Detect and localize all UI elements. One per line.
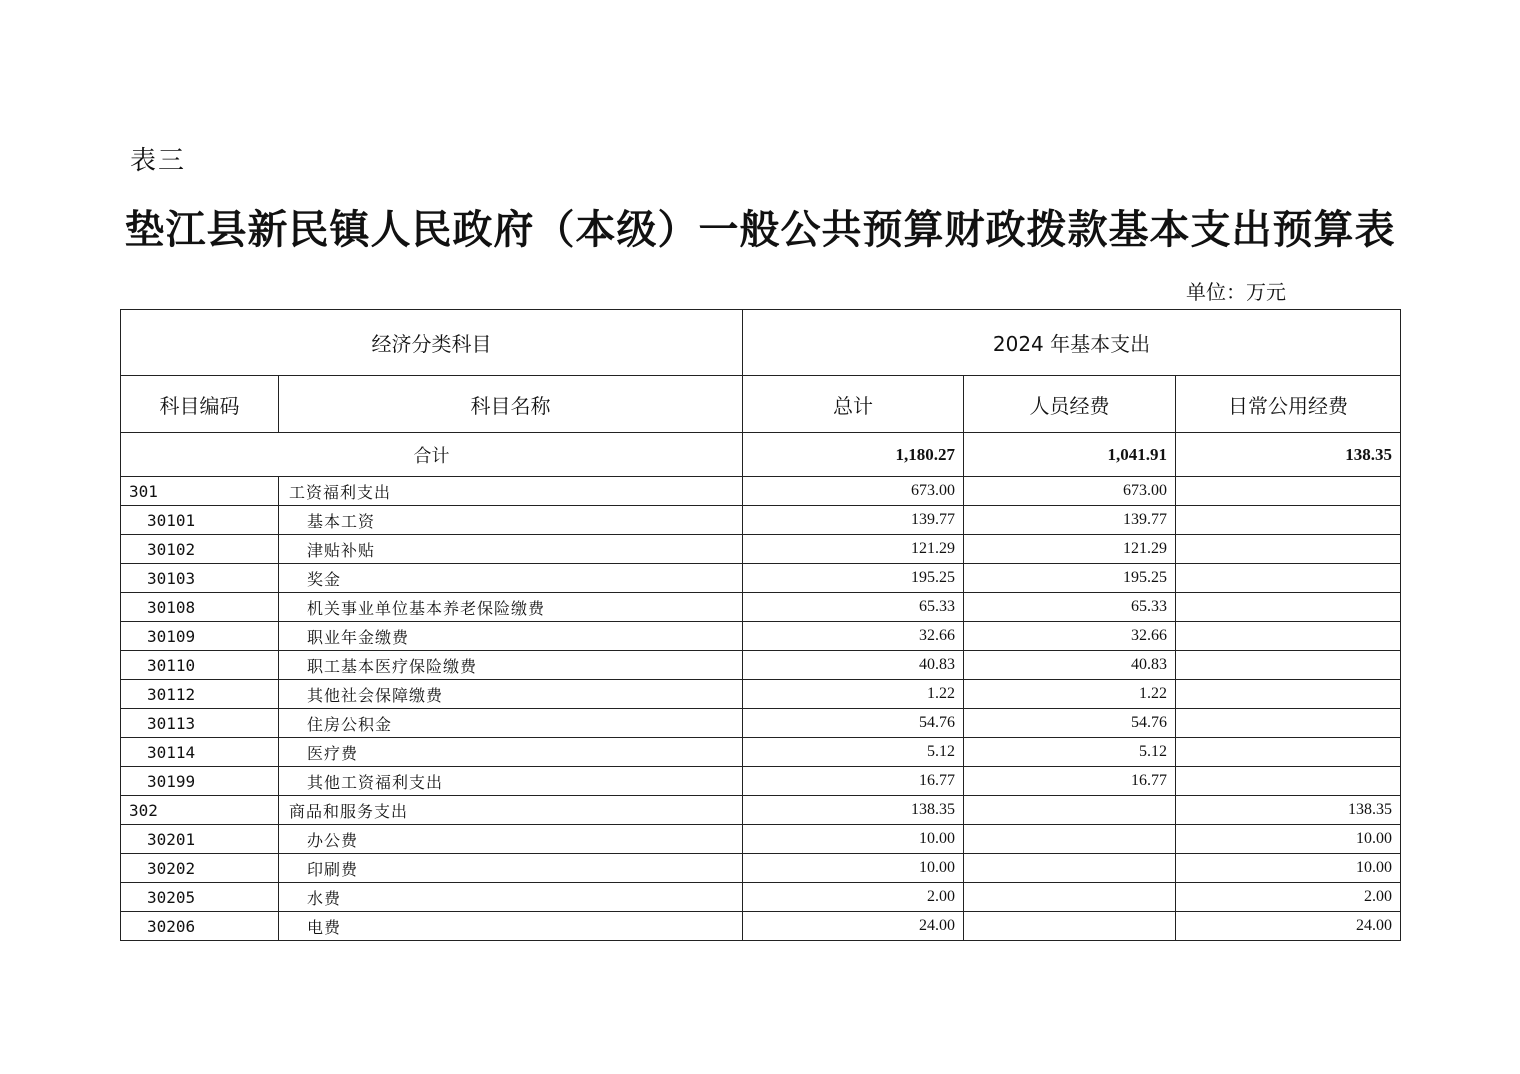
row-total: 24.00 [743,912,964,941]
row-code: 30205 [121,883,279,912]
row-total: 121.29 [743,535,964,564]
row-public [1176,564,1401,593]
row-name: 住房公积金 [279,709,743,738]
total-label: 合计 [121,433,743,477]
row-personnel: 54.76 [964,709,1176,738]
header-basic-expenditure: 2024 年基本支出 [743,310,1401,376]
page-title: 垫江县新民镇人民政府（本级）一般公共预算财政拨款基本支出预算表 [124,206,1396,253]
row-public [1176,506,1401,535]
row-personnel [964,883,1176,912]
row-name: 津贴补贴 [279,535,743,564]
row-name: 奖金 [279,564,743,593]
row-name: 印刷费 [279,854,743,883]
row-personnel: 673.00 [964,477,1176,506]
table-row [121,883,1401,912]
row-total: 10.00 [743,854,964,883]
row-public [1176,535,1401,564]
row-name: 职业年金缴费 [279,622,743,651]
row-name: 医疗费 [279,738,743,767]
row-code: 30103 [121,564,279,593]
row-public: 138.35 [1176,796,1401,825]
header-row-group [121,310,1401,376]
row-total: 32.66 [743,622,964,651]
table-row [121,767,1401,796]
table-row [121,709,1401,738]
row-code: 301 [121,477,279,506]
row-name: 电费 [279,912,743,941]
row-public [1176,477,1401,506]
row-code: 30110 [121,651,279,680]
total-row [121,433,1401,477]
budget-table [120,309,1401,941]
row-name: 水费 [279,883,743,912]
row-personnel: 1.22 [964,680,1176,709]
row-public [1176,738,1401,767]
row-name: 工资福利支出 [279,477,743,506]
row-personnel: 5.12 [964,738,1176,767]
total-public: 138.35 [1176,433,1401,477]
row-total: 40.83 [743,651,964,680]
row-code: 30109 [121,622,279,651]
row-personnel: 195.25 [964,564,1176,593]
row-total: 195.25 [743,564,964,593]
row-public [1176,767,1401,796]
row-code: 30114 [121,738,279,767]
row-code: 30108 [121,593,279,622]
row-code: 30199 [121,767,279,796]
row-name: 办公费 [279,825,743,854]
row-personnel: 65.33 [964,593,1176,622]
table-row [121,854,1401,883]
row-name: 其他工资福利支出 [279,767,743,796]
row-code: 30113 [121,709,279,738]
row-total: 16.77 [743,767,964,796]
row-total: 2.00 [743,883,964,912]
total-personnel: 1,041.91 [964,433,1176,477]
row-code: 30206 [121,912,279,941]
row-public: 10.00 [1176,854,1401,883]
row-personnel [964,796,1176,825]
header-code: 科目编码 [121,376,279,433]
row-public: 24.00 [1176,912,1401,941]
row-public: 10.00 [1176,825,1401,854]
row-personnel: 121.29 [964,535,1176,564]
row-code: 30112 [121,680,279,709]
header-economic-category: 经济分类科目 [121,310,743,376]
row-personnel [964,825,1176,854]
header-row-columns [121,376,1401,433]
header-name: 科目名称 [279,376,743,433]
row-public [1176,593,1401,622]
table-row [121,651,1401,680]
row-total: 138.35 [743,796,964,825]
table-row [121,477,1401,506]
row-total: 5.12 [743,738,964,767]
row-code: 30101 [121,506,279,535]
row-name: 职工基本医疗保险缴费 [279,651,743,680]
row-total: 673.00 [743,477,964,506]
row-code: 30201 [121,825,279,854]
row-code: 302 [121,796,279,825]
table-number-label: 表三 [130,146,187,176]
row-personnel: 40.83 [964,651,1176,680]
row-personnel: 139.77 [964,506,1176,535]
table-row [121,680,1401,709]
row-personnel [964,912,1176,941]
row-total: 1.22 [743,680,964,709]
header-public: 日常公用经费 [1176,376,1401,433]
table-row [121,622,1401,651]
row-total: 54.76 [743,709,964,738]
table-row [121,564,1401,593]
row-personnel: 16.77 [964,767,1176,796]
row-personnel [964,854,1176,883]
header-personnel: 人员经费 [964,376,1176,433]
row-total: 139.77 [743,506,964,535]
row-public: 2.00 [1176,883,1401,912]
row-personnel: 32.66 [964,622,1176,651]
table-row [121,796,1401,825]
unit-label: 单位：万元 [1186,280,1286,304]
table-row [121,506,1401,535]
row-name: 机关事业单位基本养老保险缴费 [279,593,743,622]
table-row [121,535,1401,564]
row-public [1176,651,1401,680]
row-public [1176,622,1401,651]
row-name: 基本工资 [279,506,743,535]
row-public [1176,709,1401,738]
row-name: 其他社会保障缴费 [279,680,743,709]
table-row [121,593,1401,622]
table-row [121,825,1401,854]
table-row [121,912,1401,941]
row-public [1176,680,1401,709]
row-code: 30202 [121,854,279,883]
header-total: 总计 [743,376,964,433]
row-name: 商品和服务支出 [279,796,743,825]
table-row [121,738,1401,767]
total-value: 1,180.27 [743,433,964,477]
row-total: 65.33 [743,593,964,622]
row-total: 10.00 [743,825,964,854]
row-code: 30102 [121,535,279,564]
